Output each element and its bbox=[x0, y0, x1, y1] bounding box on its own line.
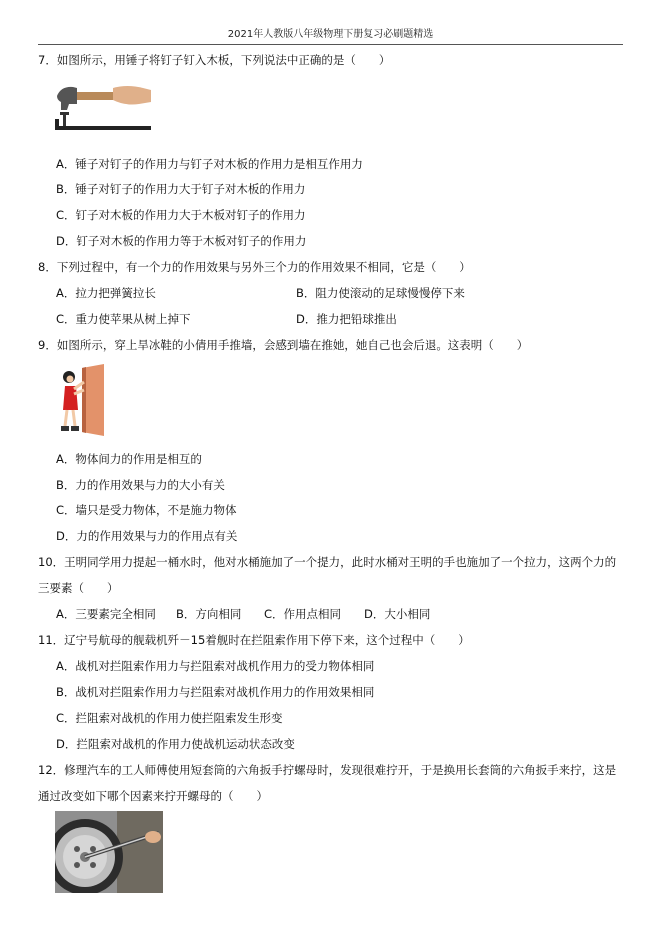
question-7-option-d: D．钉子对木板的作用力等于木板对钉子的作用力 bbox=[56, 234, 307, 248]
question-7-option-c: C．钉子对木板的作用力大于木板对钉子的作用力 bbox=[56, 208, 306, 222]
hammer-nail-icon bbox=[55, 82, 153, 134]
question-10-option-c: C．作用点相同 bbox=[264, 607, 342, 621]
question-10-option-b: B．方向相同 bbox=[176, 607, 242, 621]
girl-pushing-wall-icon bbox=[58, 362, 108, 438]
question-9-option-d: D．力的作用效果与力的作用点有关 bbox=[56, 529, 238, 543]
question-8-option-d: D．推力把铅球推出 bbox=[296, 312, 397, 326]
question-7-option-a: A．锤子对钉子的作用力与钉子对木板的作用力是相互作用力 bbox=[56, 157, 363, 171]
question-12-stem: 12．修理汽车的工人师傅使用短套筒的六角扳手拧螺母时，发现很难拧开，于是换用长套筒的六角扳手来拧，这是 bbox=[38, 763, 617, 777]
question-9-option-b: B．力的作用效果与力的大小有关 bbox=[56, 478, 225, 492]
question-11-option-a: A．战机对拦阻索作用力与拦阻索对战机作用力的受力物体相同 bbox=[56, 659, 375, 673]
question-9-stem: 9．如图所示，穿上旱冰鞋的小倩用手推墙，会感到墙在推她，她自己也会后退。这表明（ ） bbox=[38, 338, 529, 352]
question-8-option-b: B．阻力使滚动的足球慢慢停下来 bbox=[296, 286, 465, 300]
question-8-option-a: A．拉力把弹簧拉长 bbox=[56, 286, 156, 300]
question-11-stem: 11．辽宁号航母的舰载机歼－15着舰时在拦阻索作用下停下来，这个过程中（ ） bbox=[38, 633, 470, 647]
question-10-option-a: A．三要素完全相同 bbox=[56, 607, 156, 621]
wrench-wheel-icon bbox=[55, 811, 163, 893]
question-8-stem: 8．下列过程中，有一个力的作用效果与另外三个力的作用效果不相同，它是（ ） bbox=[38, 260, 471, 274]
question-12-stem-continued: 通过改变如下哪个因素来拧开螺母的（ ） bbox=[38, 789, 268, 803]
page-header bbox=[38, 28, 623, 45]
question-11-option-b: B．战机对拦阻索作用力与拦阻索对战机作用力的作用效果相同 bbox=[56, 685, 375, 699]
question-9-option-a: A．物体间力的作用是相互的 bbox=[56, 452, 202, 466]
question-9-option-c: C．墙只是受力物体，不是施力物体 bbox=[56, 503, 237, 517]
question-10-stem: 10．王明同学用力提起一桶水时，他对水桶施加了一个提力，此时水桶对王明的手也施加了一个拉力，这两个力的 bbox=[38, 555, 617, 569]
question-10-stem-continued: 三要素（ ） bbox=[38, 581, 119, 595]
question-11-option-d: D．拦阻索对战机的作用力使战机运动状态改变 bbox=[56, 737, 295, 751]
question-11-option-c: C．拦阻索对战机的作用力使拦阻索发生形变 bbox=[56, 711, 283, 725]
header-title: 2021年人教版八年级物理下册复习必刷题精选 bbox=[227, 29, 434, 40]
question-8-option-c: C．重力使苹果从树上掉下 bbox=[56, 312, 191, 326]
question-10-option-d: D．大小相同 bbox=[364, 607, 431, 621]
question-7-stem: 7．如图所示，用锤子将钉子钉入木板，下列说法中正确的是（ ） bbox=[38, 53, 391, 67]
question-7-option-b: B．锤子对钉子的作用力大于钉子对木板的作用力 bbox=[56, 182, 306, 196]
